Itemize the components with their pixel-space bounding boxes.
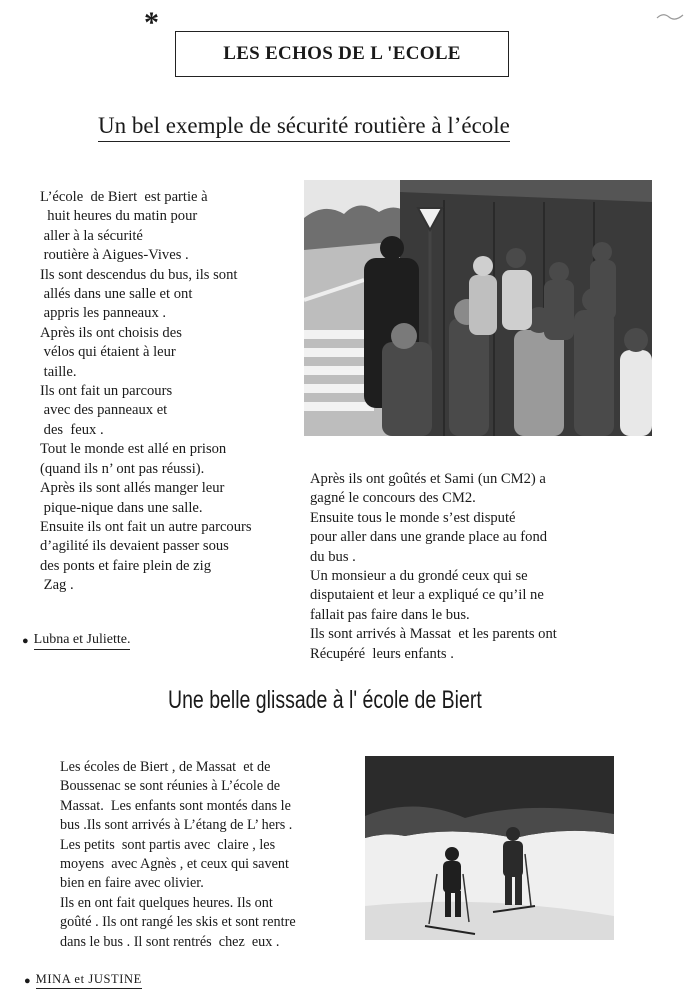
newsletter-header (175, 31, 509, 77)
ski-photo (365, 756, 614, 940)
bullet-icon: ● (24, 974, 31, 987)
newsletter-title: LES ECHOS DE L 'ECOLE (223, 43, 461, 64)
article1-column1: L’école de Biert est partie à huit heures du matin pour aller à la sécurité routière à Aigues-Vives . Ils sont descendus du bus, ils sont allés dans une salle et ont appris les panneaux . Après ils ont choisis des vélos qui étaient à leur taille. Ils ont fait un parcours avec des panneaux et des feux . Tout le monde est allé en prison (quand ils n’ ont pas réussi). Après ils sont allés manger leur pique-nique dans une salle. Ensuite ils ont fait un autre parcours d’agilité ils devaient passer sous des ponts et faire plein de zig Zag . (40, 189, 252, 594)
article1-column2: Après ils ont goûtés et Sami (un CM2) a gagné le concours des CM2. Ensuite tous le monde s’est disputé pour aller dans une grande place au fond du bus . Un monsieur a du grondé ceux qui se disputaient et leur a expliqué ce qu’il ne fallait pas faire dans le bus. Ils sont arrivés à Massat et les parents ont Récupéré leurs enfants . (310, 471, 557, 662)
article1-authors (22, 632, 130, 650)
scan-artifact (655, 10, 685, 22)
article2-title: Une belle glissade à l' école de Biert (168, 686, 482, 714)
asterisk-symbol: * (144, 6, 159, 39)
article1-title: Un bel exemple de sécurité routière à l’école (98, 112, 510, 142)
article2-authors (24, 972, 142, 989)
road-safety-photo (304, 180, 652, 436)
article1-author-names: Lubna et Juliette. (34, 632, 131, 650)
article2-author-names: MINA et JUSTINE (36, 972, 142, 989)
article2-body: Les écoles de Biert , de Massat et de Boussenac se sont réunies à L’école de Massat. Les enfants sont montés dans le bus .Ils sont arrivés à L’étang de L’ hers . Les petits sont partis avec claire , les moyens avec Agnès , et ceux qui savent bien en faire avec olivier. Ils en ont fait quelques heures. Ils ont goûté . Ils ont rangé les skis et sont rentre dans le bus . Il sont rentrés chez eux . (60, 759, 296, 950)
bullet-icon: ● (22, 635, 29, 647)
